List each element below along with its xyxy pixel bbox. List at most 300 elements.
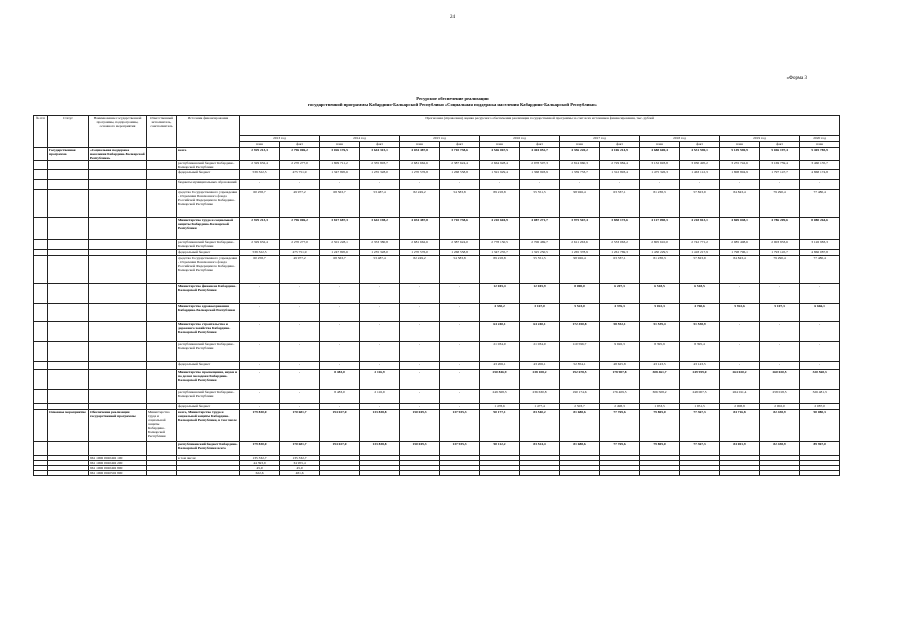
value-cell: 8 483,0 — [320, 390, 360, 404]
value-cell: 77 480,4 — [800, 256, 840, 284]
source-cell: Министерство труда и социальной защиты Кабардино-Балкарской Республики — [177, 218, 240, 240]
value-cell: 83 540,2 — [520, 410, 560, 442]
value-cell: 192 678,5 — [560, 370, 600, 390]
value-cell: 1 270 576,8 — [400, 170, 440, 180]
value-cell: - — [400, 404, 440, 410]
value-cell: - — [760, 342, 800, 362]
value-cell: 4 868 174,8 — [800, 170, 840, 180]
value-cell: 2 087,0 — [800, 404, 840, 410]
name-cell — [89, 180, 147, 190]
name-cell: 961 1006 0020502 800 — [89, 471, 147, 476]
value-cell: 5 022,3 — [640, 304, 680, 322]
value-cell: 1 368 993,9 — [520, 170, 560, 180]
value-cell: 1 475 326,3 — [640, 170, 680, 180]
value-cell: 1 477,4 — [520, 404, 560, 410]
executor-cell: Министерство труда и социальной защиты Кабардино-Балкарской Республики — [147, 410, 177, 442]
table-row — [34, 370, 840, 390]
value-cell: 48 625,8 — [600, 362, 640, 370]
table-row — [34, 442, 840, 456]
source-cell: республиканский бюджет Кабардино-Балкарской Республики — [177, 342, 240, 362]
value-cell: 1 265 378,9 — [560, 250, 600, 256]
executor-cell — [147, 256, 177, 284]
value-cell: 1 463 112,3 — [680, 170, 720, 180]
value-cell: 194 027,0 — [320, 442, 360, 456]
value-cell: - — [280, 342, 320, 362]
value-cell: 264 020,2 — [720, 370, 760, 390]
value-cell: 133 838,8 — [360, 442, 400, 456]
value-cell: - — [240, 370, 280, 390]
value-cell: 90 080,3 — [800, 410, 840, 442]
value-cell: 3 026 176,5 — [320, 148, 360, 161]
value-cell: 176 409,5 — [600, 390, 640, 404]
value-cell: 1 325 250,5 — [520, 250, 560, 256]
value-cell: - — [720, 362, 760, 370]
source-cell: федеральный бюджет — [177, 170, 240, 180]
value-cell: - — [280, 370, 320, 390]
value-cell: 81 688,6 — [560, 442, 600, 456]
table-row — [34, 304, 840, 322]
name-cell — [89, 442, 147, 456]
value-cell: 3 642 198,2 — [360, 218, 400, 240]
row-number-cell — [34, 170, 48, 180]
value-cell: 2 681 662,6 — [400, 161, 440, 170]
value-cell: 1 793 145,7 — [760, 250, 800, 256]
row-number-cell — [34, 256, 48, 284]
source-cell: республиканский бюджет Кабардино-Балкарской Республики — [177, 161, 240, 170]
value-cell: 89 218,8 — [480, 190, 520, 218]
value-cell: - — [280, 390, 320, 404]
value-cell: 98 926,4 — [560, 190, 600, 218]
value-cell: 2 501 228,1 — [320, 240, 360, 250]
executor-cell — [147, 322, 177, 342]
year-header: 2013 год — [240, 136, 320, 142]
value-cell: 2 805 610,0 — [640, 240, 680, 250]
value-cell: - — [400, 362, 440, 370]
heading-line-2: государственной программы Кабардино-Балкарской Республики «Социальная поддержка населения Кабардино-Балкарской Республики» — [308, 102, 597, 107]
plan-fact-header: факт — [280, 142, 320, 148]
value-cell: 308 461,7 — [640, 370, 680, 390]
status-cell — [48, 390, 89, 404]
value-cell: 2 778 150,5 — [480, 240, 520, 250]
value-cell: 170 681,7 — [280, 442, 320, 456]
value-cell: 2 681 662,6 — [400, 240, 440, 250]
value-cell: 21 034,0 — [520, 342, 560, 362]
executor-cell — [147, 240, 177, 250]
status-cell — [48, 442, 89, 456]
source-cell: средства Государственного учреждения - Отделения Пенсионного фонда Российской Федерации по Кабардино-Балкарской Республике — [177, 256, 240, 284]
value-cell: 60 258,7 — [240, 190, 280, 218]
value-cell: 34 955,4 — [280, 461, 320, 466]
row-number-cell — [34, 410, 48, 442]
value-cell: 3 167,0 — [520, 304, 560, 322]
name-cell: 961 1006 0020492 800 — [89, 466, 147, 471]
value-cell: 5 107,3 — [760, 304, 800, 322]
value-cell: 135 332,7 — [240, 456, 280, 461]
value-cell — [680, 471, 720, 476]
value-cell: - — [800, 342, 840, 362]
year-header: 2016 год — [480, 136, 560, 142]
value-cell: 2 742 771,2 — [680, 240, 720, 250]
value-cell: - — [320, 180, 360, 190]
row-number-cell — [34, 471, 48, 476]
source-cell: бюджеты муниципальных образований — [177, 180, 240, 190]
value-cell: 2 503,7 — [560, 404, 600, 410]
status-cell — [48, 471, 89, 476]
value-cell: 3 710 738,6 — [440, 218, 480, 240]
value-cell: - — [240, 284, 280, 304]
header-estimate: Прогнозная (справочная) оценка ресурсного обеспечения реализации государственной программы за счет всех источников финансирования, тыс. рублей — [240, 116, 840, 136]
executor-cell — [147, 218, 177, 240]
value-cell: 2 116,9 — [360, 390, 400, 404]
value-cell — [320, 471, 360, 476]
resource-table — [33, 115, 840, 476]
value-cell: 77 480,4 — [800, 190, 840, 218]
value-cell: 236 630,8 — [520, 390, 560, 404]
year-header: 2015 год — [400, 136, 480, 142]
status-cell — [48, 322, 89, 342]
header-no: № п/п — [34, 116, 48, 148]
value-cell: 12 045,4 — [480, 284, 520, 304]
value-cell: 178 907,8 — [600, 370, 640, 390]
value-cell: 84 691,9 — [720, 442, 760, 456]
value-cell: 2 533 063,2 — [600, 240, 640, 250]
name-cell — [89, 170, 147, 180]
value-cell: - — [760, 180, 800, 190]
value-cell: 4 786 209,6 — [760, 218, 800, 240]
value-cell: 60 258,7 — [240, 256, 280, 284]
executor-cell — [147, 471, 177, 476]
value-cell: 137 935,3 — [440, 410, 480, 442]
value-cell: 51 539,4 — [640, 322, 680, 342]
value-cell: 4 087 271,7 — [520, 218, 560, 240]
plan-fact-header: план — [720, 142, 760, 148]
name-cell — [89, 304, 147, 322]
executor-cell — [147, 370, 177, 390]
heading-line-1: Ресурсное обеспечение реализации — [416, 96, 489, 101]
value-cell: 52 854,1 — [560, 362, 600, 370]
row-number-cell — [34, 180, 48, 190]
value-cell — [360, 471, 400, 476]
status-cell — [48, 362, 89, 370]
table-row — [34, 218, 840, 240]
value-cell: 2 002,0 — [760, 404, 800, 410]
status-cell — [48, 218, 89, 240]
value-cell: 44 393,9 — [240, 461, 280, 466]
value-cell: 3 169 759,4 — [760, 161, 800, 170]
value-cell: - — [440, 180, 480, 190]
value-cell: 2 387 624,4 — [440, 161, 480, 170]
value-cell: 57 823,9 — [680, 256, 720, 284]
value-cell: 81 238,3 — [640, 190, 680, 218]
value-cell: 1 798 796,1 — [720, 250, 760, 256]
value-cell: 81 238,3 — [640, 256, 680, 284]
value-cell: - — [560, 180, 600, 190]
value-cell — [760, 471, 800, 476]
name-cell — [89, 218, 147, 240]
value-cell: - — [240, 404, 280, 410]
value-cell: 2 008,8 — [720, 404, 760, 410]
value-cell: - — [360, 304, 400, 322]
value-cell: 2 329 632,4 — [240, 161, 280, 170]
value-cell: 45,0 — [280, 466, 320, 471]
value-cell: - — [760, 322, 800, 342]
value-cell: 3 255 742,6 — [720, 161, 760, 170]
table-row — [34, 256, 840, 284]
value-cell: 77 769,6 — [600, 410, 640, 442]
value-cell: 2 929 213,3 — [240, 148, 280, 161]
table-row — [34, 161, 840, 170]
plan-fact-header: факт — [440, 142, 480, 148]
value-cell: 172 450,8 — [560, 322, 600, 342]
source-cell: республиканский бюджет Кабардино-Балкарской Республики — [177, 390, 240, 404]
value-cell: 150 049,3 — [400, 442, 440, 456]
value-cell: 2 706 469,7 — [520, 240, 560, 250]
value-cell: 1 478,6 — [480, 404, 520, 410]
name-cell: «Социальная поддержка населения Кабардино-Балкарской Республики» — [90, 148, 145, 160]
value-cell: 249 959,0 — [680, 370, 720, 390]
value-cell: - — [440, 284, 480, 304]
status-cell — [48, 170, 89, 180]
value-cell: 82 438,9 — [760, 410, 800, 442]
value-cell: 1 312 893,4 — [600, 170, 640, 180]
year-header: 2017 год — [560, 136, 640, 142]
value-cell: 326 481,3 — [800, 390, 840, 404]
value-cell: 79 805,0 — [640, 410, 680, 442]
value-cell: - — [720, 342, 760, 362]
value-cell — [440, 471, 480, 476]
row-number-cell — [34, 390, 48, 404]
source-cell: средства Государственного учреждения - Отделения Пенсионного фонда Российской Федерации по Кабардино-Балкарской Республике — [177, 190, 240, 218]
value-cell: 8 080 264,6 — [800, 218, 840, 240]
value-cell: 4 546 067,5 — [480, 148, 520, 161]
value-cell: 238 108,2 — [520, 370, 560, 390]
value-cell: 137 935,3 — [440, 442, 480, 456]
value-cell: 264 011,4 — [720, 390, 760, 404]
value-cell: 90 112,2 — [480, 442, 520, 456]
row-number-cell — [34, 284, 48, 304]
plan-fact-header: план — [400, 142, 440, 148]
status-cell — [48, 370, 89, 390]
value-cell: 1 268 558,8 — [440, 250, 480, 256]
value-cell: 8 483,0 — [320, 370, 360, 390]
value-cell: 110 596,7 — [560, 342, 600, 362]
status-cell — [48, 161, 89, 170]
name-cell — [89, 322, 147, 342]
value-cell: 43 143,5 — [640, 362, 680, 370]
value-cell: 2 270 277,0 — [280, 161, 320, 170]
value-cell: 3 817 687,3 — [320, 218, 360, 240]
value-cell: 5 149 590,9 — [720, 148, 760, 161]
value-cell: 58 552,1 — [600, 322, 640, 342]
value-cell: 4 218 813,1 — [680, 218, 720, 240]
status-cell — [48, 284, 89, 304]
source-cell: Министерство здравоохранения Кабардино-Балкарской Республики — [177, 304, 240, 322]
executor-cell — [147, 190, 177, 218]
value-cell: 54 583,8 — [440, 190, 480, 218]
year-header: 2018 год — [640, 136, 720, 142]
value-cell: 179 830,0 — [240, 442, 280, 456]
value-cell: 84 843,4 — [720, 256, 760, 284]
plan-fact-header: факт — [760, 142, 800, 148]
value-cell: 170 681,7 — [280, 410, 320, 442]
value-cell: 3 126 983,3 — [800, 240, 840, 250]
value-cell: 55 551,5 — [520, 256, 560, 284]
value-cell: - — [800, 362, 840, 370]
value-cell: - — [400, 322, 440, 342]
value-cell: - — [320, 404, 360, 410]
value-cell: 150 049,3 — [400, 410, 440, 442]
value-cell: 1 347 895,6 — [320, 170, 360, 180]
value-cell: - — [240, 180, 280, 190]
status-cell — [48, 180, 89, 190]
value-cell: 79 805,0 — [640, 442, 680, 456]
table-row — [34, 410, 840, 442]
source-cell: федеральный бюджет — [177, 404, 240, 410]
value-cell: - — [440, 322, 480, 342]
value-cell — [720, 471, 760, 476]
value-cell: - — [800, 322, 840, 342]
value-cell: 77 769,6 — [600, 442, 640, 456]
value-cell: - — [240, 390, 280, 404]
source-cell: всего, Министерство труда и социальной защиты Кабардино-Балкарской Республики, в том числе — [177, 410, 240, 442]
name-cell — [89, 284, 147, 304]
value-cell: 8 395,9 — [640, 342, 680, 362]
value-cell: 68 563,7 — [320, 256, 360, 284]
plan-fact-header: факт — [600, 142, 640, 148]
value-cell: - — [360, 284, 400, 304]
table-row — [34, 362, 840, 370]
value-cell: - — [400, 284, 440, 304]
value-cell: 43 206,1 — [480, 362, 520, 370]
value-cell: 1 808 804,9 — [720, 170, 760, 180]
table-row — [34, 148, 840, 161]
value-cell: 475 751,9 — [280, 170, 320, 180]
value-cell: 2 498,3 — [600, 404, 640, 410]
value-cell: 2 329 632,4 — [240, 240, 280, 250]
header-executor: Ответственный исполнитель, соисполнитель — [147, 116, 177, 148]
value-cell: 43 143,5 — [680, 362, 720, 370]
value-cell: 2 985 408,6 — [720, 240, 760, 250]
value-cell: 8 395,4 — [680, 342, 720, 362]
page-number: 24 — [450, 15, 455, 20]
value-cell: - — [320, 284, 360, 304]
row-number-cell — [34, 342, 48, 362]
year-header: 2014 год — [320, 136, 400, 142]
value-cell: 1 268 558,8 — [440, 170, 480, 180]
value-cell: - — [520, 180, 560, 190]
value-cell: - — [280, 180, 320, 190]
row-number-cell — [34, 148, 48, 161]
value-cell: - — [360, 180, 400, 190]
plan-fact-header: план — [560, 142, 600, 148]
value-cell: 83 524,4 — [520, 442, 560, 456]
value-cell: 2 335 803,7 — [360, 161, 400, 170]
value-cell: 4 106 214,9 — [600, 148, 640, 161]
value-cell: 4 034 487,8 — [400, 148, 440, 161]
value-cell: 54 583,8 — [440, 256, 480, 284]
executor-cell — [147, 284, 177, 304]
value-cell: 3 460 135,7 — [800, 161, 840, 170]
value-cell: 1 809 711,2 — [320, 161, 360, 170]
value-cell — [520, 471, 560, 476]
value-cell — [560, 471, 600, 476]
value-cell: 63 337,1 — [600, 256, 640, 284]
year-header: 2019 год — [720, 136, 800, 142]
header-status: Статус — [48, 116, 89, 148]
value-cell: 43 206,1 — [520, 362, 560, 370]
value-cell: - — [440, 342, 480, 362]
value-cell — [800, 471, 840, 476]
value-cell: 4 688 600,4 — [640, 148, 680, 161]
value-cell: 98 926,4 — [560, 256, 600, 284]
value-cell — [480, 471, 520, 476]
value-cell: 5 046 197,4 — [760, 148, 800, 161]
value-cell: - — [280, 284, 320, 304]
value-cell: 1 797 147,7 — [760, 170, 800, 180]
source-cell: Министерство строительства и дорожного хозяйства Кабардино-Балкарской Республики — [177, 322, 240, 342]
value-cell: 55 551,5 — [520, 190, 560, 218]
name-cell: 961 1006 0020492 200 — [89, 461, 147, 466]
value-cell: 190 174,6 — [560, 390, 600, 404]
header-source: Источник финансирования — [177, 116, 240, 148]
executor-cell — [147, 342, 177, 362]
value-cell: 4 869 048,1 — [720, 218, 760, 240]
value-cell: 64 240,1 — [520, 322, 560, 342]
name-cell: 961 1006 0020492 100 — [89, 456, 147, 461]
value-cell — [400, 471, 440, 476]
value-cell: 179 830,0 — [240, 410, 280, 442]
value-cell: 89 218,8 — [480, 256, 520, 284]
value-cell: 79 290,4 — [760, 256, 800, 284]
table-row — [34, 284, 840, 304]
value-cell: 2 387 624,0 — [440, 240, 480, 250]
source-cell: Министерство просвещения, науки и по делам молодежи Кабардино-Балкарской Республики — [177, 370, 240, 390]
value-cell: 481,6 — [280, 471, 320, 476]
value-cell: - — [280, 304, 320, 322]
value-cell: 53 487,4 — [360, 190, 400, 218]
source-cell: в том числе: — [177, 456, 240, 461]
value-cell: 3 710 738,6 — [440, 148, 480, 161]
plan-fact-header: план — [320, 142, 360, 148]
value-cell: 1 347 235,7 — [480, 250, 520, 256]
table-row — [34, 180, 840, 190]
header-name: Наименование государственной программы, подпрограммы, основного мероприятия — [89, 116, 147, 148]
value-cell: - — [400, 342, 440, 362]
value-cell: 12 045,9 — [520, 284, 560, 304]
value-cell: - — [320, 304, 360, 322]
status-cell — [48, 304, 89, 322]
value-cell: 64 240,1 — [480, 322, 520, 342]
value-cell: 248 007,5 — [680, 390, 720, 404]
status-cell — [48, 240, 89, 250]
value-cell: 77 367,3 — [680, 442, 720, 456]
value-cell: - — [240, 304, 280, 322]
value-cell: 57 823,9 — [680, 190, 720, 218]
plan-fact-header: план — [240, 142, 280, 148]
value-cell: - — [760, 284, 800, 304]
value-cell: 1 591 929,4 — [480, 170, 520, 180]
value-cell: 82 438,9 — [760, 442, 800, 456]
source-cell: республиканский бюджет Кабардино-Балкарской Республики всего — [177, 442, 240, 456]
row-number-cell — [34, 362, 48, 370]
value-cell: 6 666,1 — [800, 304, 840, 322]
status-cell — [48, 190, 89, 218]
value-cell: 260 020,5 — [760, 370, 800, 390]
row-number-cell — [34, 218, 48, 240]
value-cell: 4 760,6 — [680, 304, 720, 322]
value-cell: 3 644 315,1 — [360, 148, 400, 161]
value-cell: 8 000,0 — [560, 284, 600, 304]
